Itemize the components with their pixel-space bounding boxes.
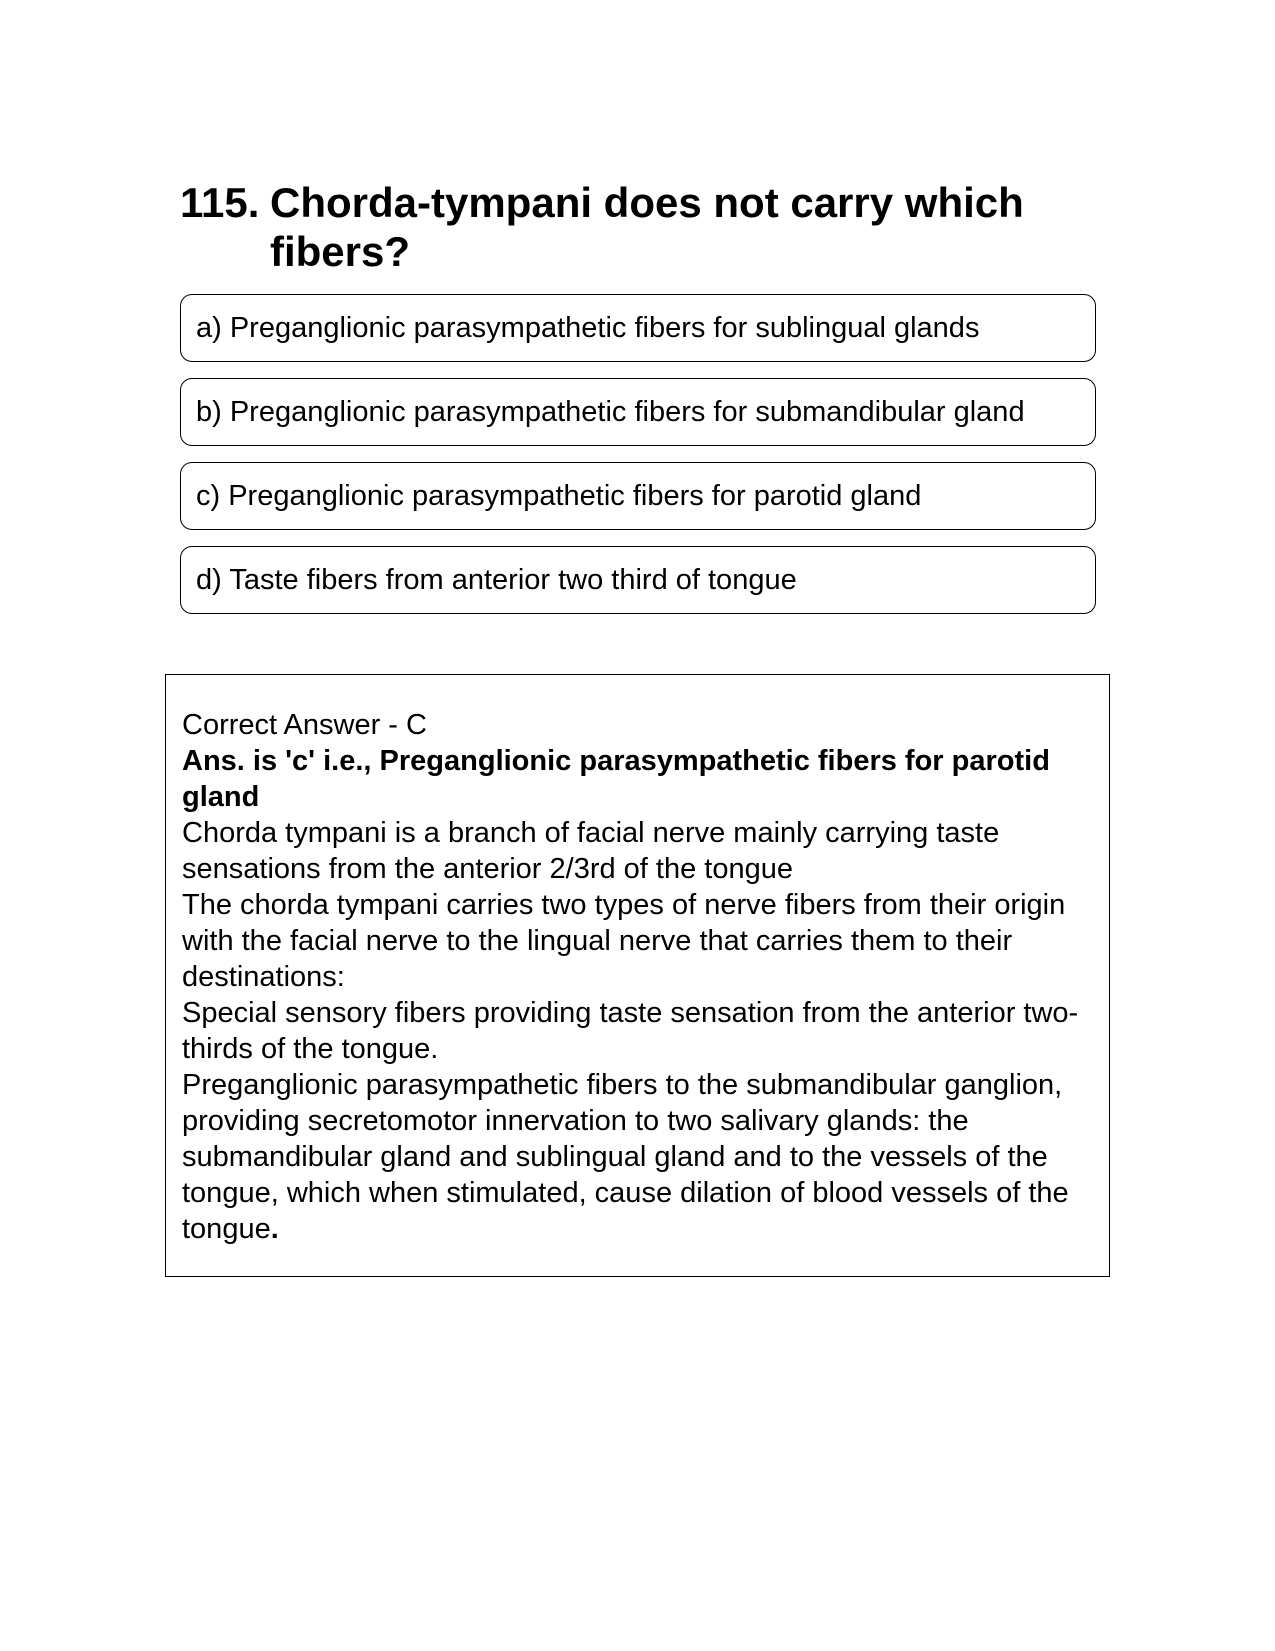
explanation-paragraph-last xyxy=(182,1067,1095,1247)
question-number: 115. xyxy=(180,179,260,226)
question-heading xyxy=(180,178,1080,276)
answer-explanation-box xyxy=(165,674,1110,1277)
option-b[interactable] xyxy=(180,378,1096,446)
option-d-label: d) Taste fibers from anterior two third of tongue xyxy=(196,563,797,596)
option-c[interactable] xyxy=(180,462,1096,530)
option-d[interactable] xyxy=(180,546,1096,614)
question-text: Chorda-tympani does not carry which fibers? xyxy=(270,179,1024,275)
answer-heading: Ans. is 'c' i.e., Preganglionic parasympathetic fibers for parotid gland xyxy=(182,745,1050,813)
options-list xyxy=(180,294,1096,630)
correct-answer-line: Correct Answer - C xyxy=(182,709,427,741)
last-paragraph-period: . xyxy=(270,1213,279,1245)
last-paragraph-text: Preganglionic parasympathetic fibers to the submandibular ganglion, providing secretomotor innervation to two salivary glands: the submandibular gland and sublingual gland and to the vessels of the tongue, which when stimulated, cause dilation of blood vessels of the tongue xyxy=(182,1069,1069,1245)
explanation-paragraph: Chorda tympani is a branch of facial nerve mainly carrying taste sensations from the anterior 2/3rd of the tongue xyxy=(182,817,1000,885)
explanation-paragraph: The chorda tympani carries two types of nerve fibers from their origin with the facial nerve to the lingual nerve that carries them to their destinations: xyxy=(182,889,1066,993)
option-a-label: a) Preganglionic parasympathetic fibers for sublingual glands xyxy=(196,311,980,344)
explanation-paragraph: Special sensory fibers providing taste sensation from the anterior two-thirds of the tongue. xyxy=(182,997,1079,1065)
option-c-label: c) Preganglionic parasympathetic fibers for parotid gland xyxy=(196,479,922,512)
option-a[interactable] xyxy=(180,294,1096,362)
option-b-label: b) Preganglionic parasympathetic fibers for submandibular gland xyxy=(196,395,1025,428)
